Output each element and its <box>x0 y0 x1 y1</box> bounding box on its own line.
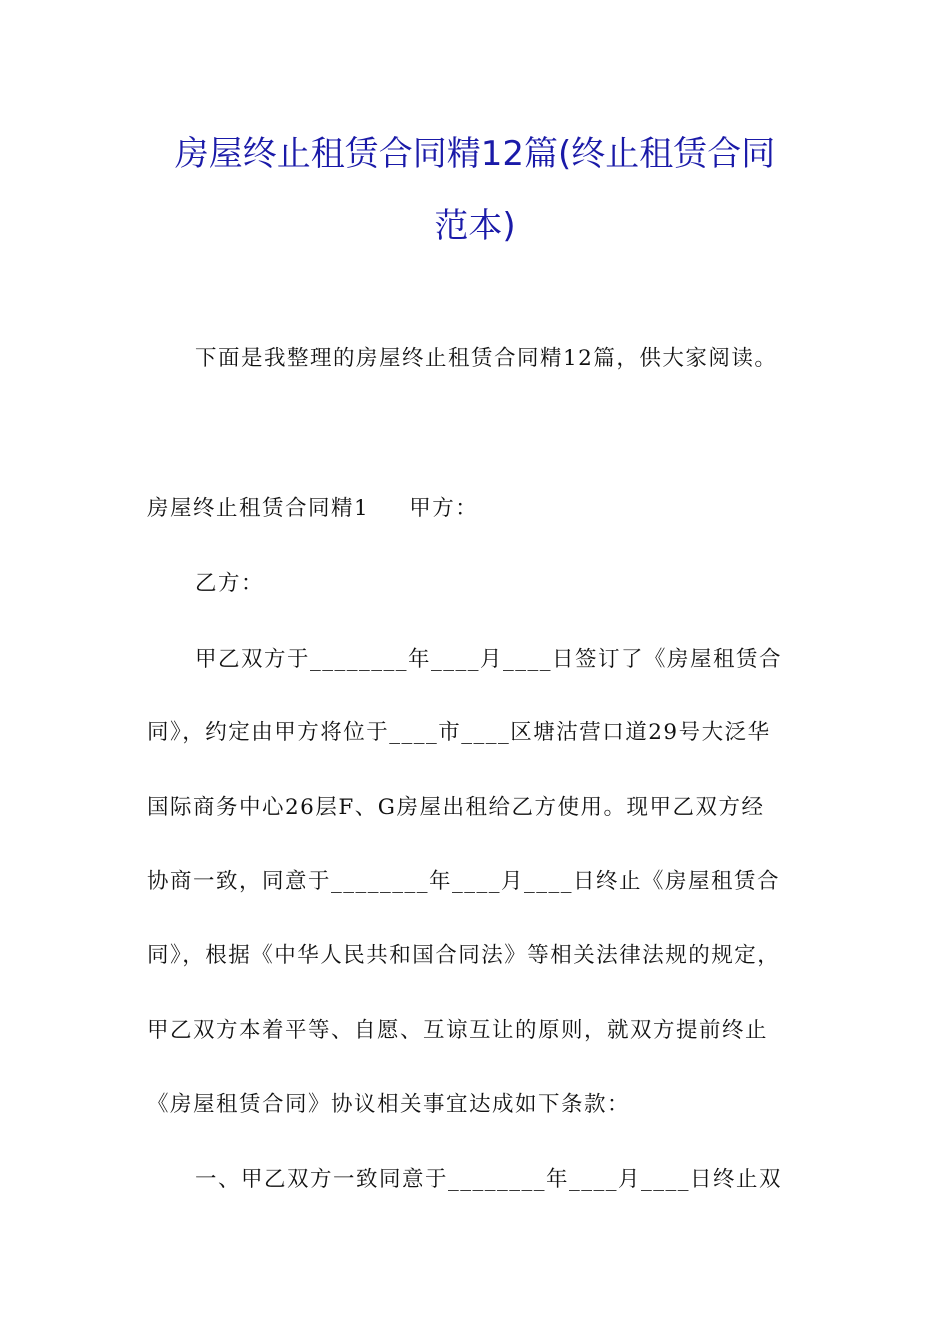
document-title-line-2: 范本) <box>434 206 516 246</box>
party-b-label: 乙方： <box>195 571 265 596</box>
intro-paragraph: 下面是我整理的房屋终止租赁合同精12篇，供大家阅读。 <box>195 346 778 371</box>
body-line: 《房屋租赁合同》协议相关事宜达成如下条款： <box>147 1092 631 1117</box>
body-line: 同》，约定由甲方将位于____市____区塘沽营口道29号大泛华 <box>147 720 771 745</box>
clause-1-line: 一、甲乙双方一致同意于________年____月____日终止双 <box>195 1167 783 1192</box>
body-line: 协商一致，同意于________年____月____日终止《房屋租赁合 <box>147 869 781 894</box>
document-title-line-1: 房屋终止租赁合同精12篇(终止租赁合同 <box>174 134 776 174</box>
body-line: 同》，根据《中华人民共和国合同法》等相关法律法规的规定， <box>147 943 781 968</box>
body-line: 甲乙双方于________年____月____日签订了《房屋租赁合 <box>195 647 783 672</box>
section-heading: 房屋终止租赁合同精1 <box>147 496 370 521</box>
section-heading-row <box>147 494 478 524</box>
party-a-label: 甲方： <box>409 496 479 521</box>
body-line: 甲乙双方本着平等、自愿、互谅互让的原则，就双方提前终止 <box>147 1018 769 1043</box>
body-line: 国际商务中心26层F、G房屋出租给乙方使用。现甲乙双方经 <box>147 795 765 820</box>
